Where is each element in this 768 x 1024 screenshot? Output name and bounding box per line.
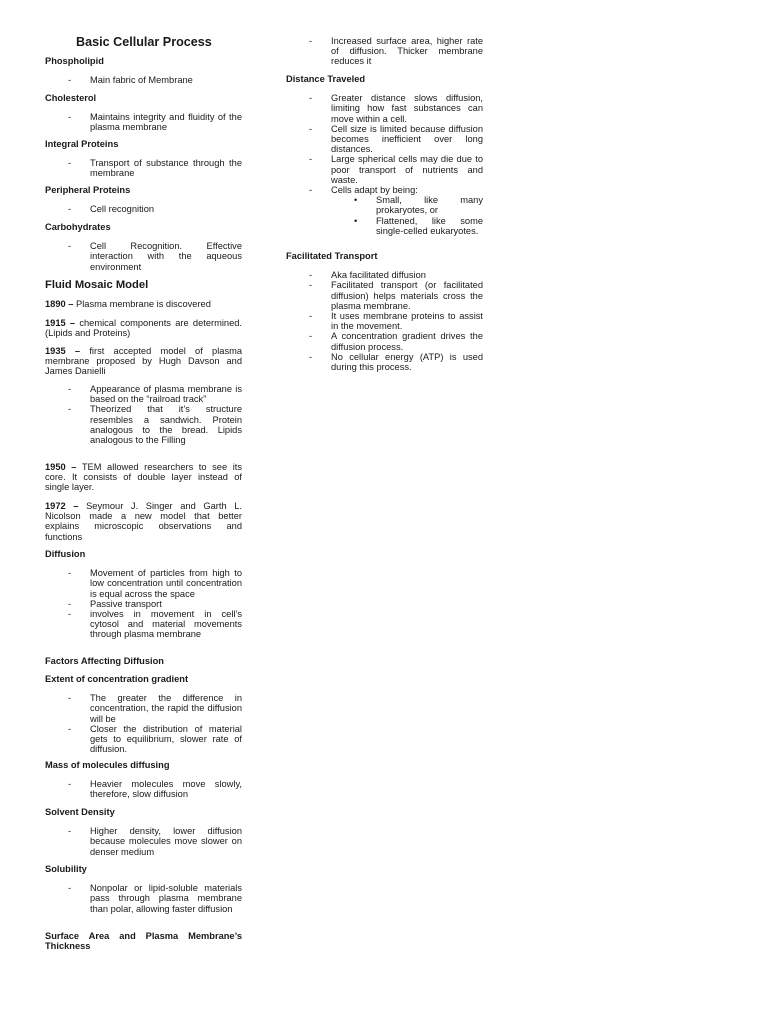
list-item: - Cell Recognition. Effective interaction with the aqueous environment bbox=[45, 241, 242, 272]
timeline-text: Plasma membrane is discovered bbox=[73, 299, 211, 309]
timeline-text: first accepted model of plasma membrane proposed by Hugh Davson and James Danielli bbox=[45, 346, 243, 377]
list-item: - Transport of substance through the membrane bbox=[45, 158, 242, 178]
list-item: - The greater the difference in concentration, the rapid the diffusion will be bbox=[45, 693, 242, 724]
list-item: - Main fabric of Membrane bbox=[45, 75, 242, 85]
carbohydrates-section bbox=[45, 222, 242, 272]
list-item: - Heavier molecules move slowly, therefore, slow diffusion bbox=[45, 779, 242, 799]
list-item: - involves in movement in cell’s cytosol and material movements through plasma membrane bbox=[45, 609, 242, 640]
list-item: - Nonpolar or lipid-soluble materials pass through plasma membrane than polar, allowing faster diffusion bbox=[45, 883, 242, 914]
peripheral-proteins-section bbox=[45, 185, 242, 214]
bullet-list bbox=[45, 384, 242, 445]
section-heading: Mass of molecules diffusing bbox=[45, 760, 170, 770]
bullet-list bbox=[45, 568, 242, 639]
list-item: - Maintains integrity and fluidity of the plasma membrane bbox=[45, 112, 242, 132]
bullet-list bbox=[45, 826, 242, 857]
section-heading: Solubility bbox=[45, 864, 87, 874]
diffusion-section bbox=[45, 549, 242, 640]
timeline-1890 bbox=[45, 299, 242, 309]
list-item: - Aka facilitated diffusion bbox=[286, 270, 483, 280]
section-heading: Phospholipid bbox=[45, 56, 104, 66]
bullet-list bbox=[286, 270, 483, 372]
bullet-list bbox=[45, 241, 242, 272]
solubility-section bbox=[45, 864, 242, 914]
bullet-list bbox=[45, 75, 242, 85]
year-label: 1915 – bbox=[45, 318, 76, 328]
list-item: - Facilitated transport (or facilitated diffusion) helps materials cross the plasma membrane. bbox=[286, 280, 483, 311]
section-heading: Factors Affecting Diffusion bbox=[45, 656, 164, 666]
list-item: - Passive transport bbox=[45, 599, 242, 609]
timeline-1950 bbox=[45, 462, 242, 493]
section-title: Fluid Mosaic Model bbox=[45, 279, 149, 291]
year-label: 1890 – bbox=[45, 299, 74, 309]
year-label: 1935 – bbox=[45, 346, 81, 356]
sub-list-item: • Flattened, like some single-celled eukaryotes. bbox=[331, 216, 483, 236]
section-heading: Cholesterol bbox=[45, 93, 97, 103]
bullet-list bbox=[45, 883, 242, 914]
integral-proteins-section bbox=[45, 139, 242, 179]
surface-area-section bbox=[45, 931, 242, 951]
list-item: - Closer the distribution of material gets to equilibrium, slower rate of diffusion. bbox=[45, 724, 242, 755]
list-item: - Movement of particles from high to low concentration until concentration is equal across the space bbox=[45, 568, 242, 599]
timeline-1972 bbox=[45, 501, 242, 542]
list-item: - Higher density, lower diffusion because molecules move slower on denser medium bbox=[45, 826, 242, 857]
factors-heading-section bbox=[45, 656, 242, 666]
section-heading: Integral Proteins bbox=[45, 139, 119, 149]
section-heading: Diffusion bbox=[45, 549, 86, 559]
timeline-1935 bbox=[45, 346, 242, 377]
list-item: - No cellular energy (ATP) is used during this process. bbox=[286, 352, 483, 372]
section-heading: Solvent Density bbox=[45, 807, 115, 817]
list-item: - Theorized that it’s structure resembles a sandwich. Protein analogous to the bread. Lipids analogous to the Filling bbox=[45, 404, 242, 445]
list-item: - Large spherical cells may die due to poor transport of nutrients and waste. bbox=[286, 154, 483, 185]
bullet-list bbox=[45, 779, 242, 799]
bullet-list bbox=[45, 693, 242, 754]
cholesterol-section bbox=[45, 93, 242, 133]
list-item: - Increased surface area, higher rate of diffusion. Thicker membrane reduces it bbox=[286, 36, 483, 67]
bullet-list bbox=[286, 93, 483, 195]
timeline-text: Seymour J. Singer and Garth L. Nicolson made a new model that better explains microscopic observations and functions bbox=[45, 501, 243, 542]
section-heading: Carbohydrates bbox=[45, 222, 111, 232]
list-item: - Appearance of plasma membrane is based on the “railroad track” bbox=[45, 384, 242, 404]
year-label: 1950 – bbox=[45, 462, 77, 472]
timeline-text: TEM allowed researchers to see its core. It consists of double layer instead of single layer. bbox=[45, 462, 243, 493]
section-heading: Distance Traveled bbox=[286, 74, 366, 84]
mass-section bbox=[45, 760, 242, 800]
solvent-density-section bbox=[45, 807, 242, 857]
list-item: - Cell recognition bbox=[45, 204, 242, 214]
phospholipid-section bbox=[45, 56, 242, 85]
list-item: - Cell size is limited because diffusion becomes inefficient over long distances. bbox=[286, 124, 483, 155]
list-item: - It uses membrane proteins to assist in the movement. bbox=[286, 311, 483, 331]
timeline-text: chemical components are determined. (Lipids and Proteins) bbox=[45, 318, 242, 339]
section-heading: Peripheral Proteins bbox=[45, 185, 131, 195]
section-heading: Facilitated Transport bbox=[286, 251, 378, 261]
gradient-section bbox=[45, 674, 242, 754]
facilitated-transport-section bbox=[286, 251, 483, 372]
list-item: - Greater distance slows diffusion, limiting how fast substances can move within a cell. bbox=[286, 93, 483, 124]
bullet-list bbox=[45, 158, 242, 178]
section-heading: Extent of concentration gradient bbox=[45, 674, 189, 684]
list-item: - A concentration gradient drives the diffusion process. bbox=[286, 331, 483, 351]
distance-section bbox=[286, 74, 483, 236]
bullet-list bbox=[45, 204, 242, 214]
year-label: 1972 – bbox=[45, 501, 79, 511]
list-item: - Cells adapt by being: bbox=[286, 185, 483, 195]
timeline-1915 bbox=[45, 318, 242, 338]
section-heading: Surface Area and Plasma Membrane’s Thickness bbox=[45, 931, 242, 952]
bullet-list bbox=[286, 36, 483, 67]
document-title: Basic Cellular Process bbox=[76, 35, 212, 49]
fluid-mosaic-section bbox=[45, 279, 242, 292]
bullet-list bbox=[45, 112, 242, 132]
sub-list-item: • Small, like many prokaryotes, or bbox=[331, 195, 483, 215]
sub-bullet-list bbox=[331, 195, 483, 236]
